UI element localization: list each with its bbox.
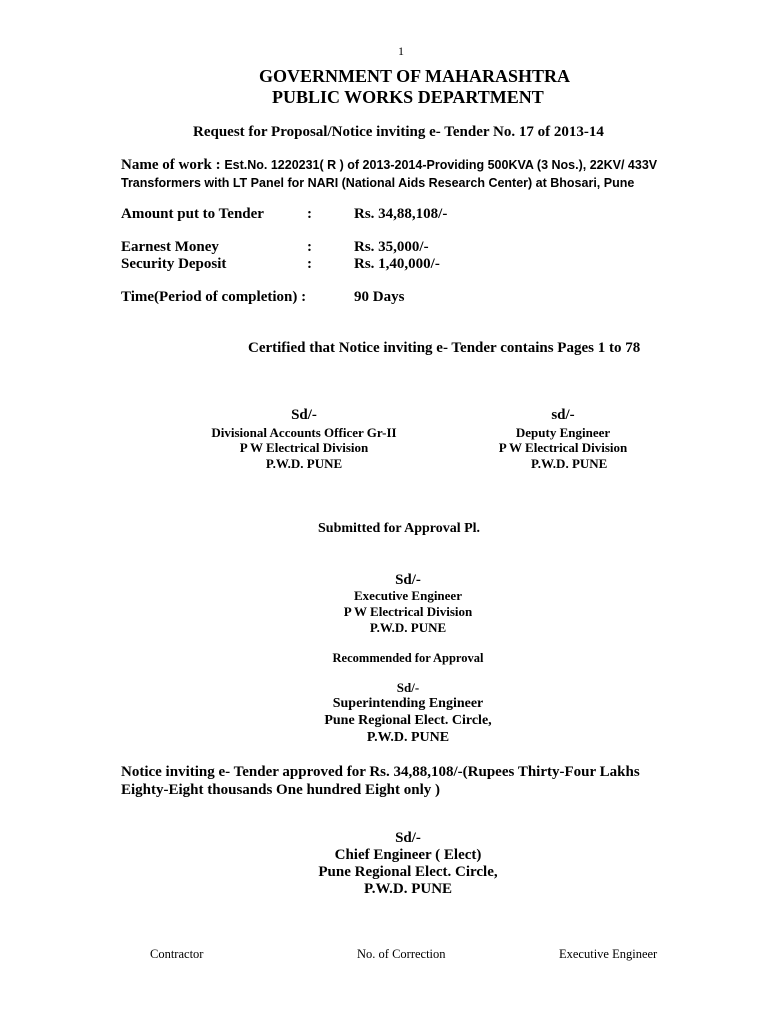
left-signatory-division: P W Electrical Division bbox=[239, 440, 369, 455]
certified-statement: Certified that Notice inviting e- Tender contains Pages 1 to 78 bbox=[248, 340, 641, 356]
right-signatory-division: P W Electrical Division bbox=[498, 440, 628, 455]
detail-value-security: Rs. 1,40,000/- bbox=[354, 256, 440, 272]
detail-value-amount: Rs. 34,88,108/- bbox=[354, 206, 448, 222]
footer-correction: No. of Correction bbox=[357, 947, 446, 961]
ee-sd: Sd/- bbox=[395, 572, 421, 588]
right-signatory-title: Deputy Engineer bbox=[515, 425, 611, 440]
detail-value-time: 90 Days bbox=[354, 289, 405, 305]
ce-title: Chief Engineer ( Elect) bbox=[334, 847, 482, 863]
se-title: Superintending Engineer bbox=[332, 696, 484, 711]
name-of-work-label: Name of work : bbox=[121, 157, 225, 173]
approval-notice-line1: Notice inviting e- Tender approved for Rs. 34,88,108/-(Rupees Thirty-Four Lakhs bbox=[121, 764, 640, 780]
header-department: PUBLIC WORKS DEPARTMENT bbox=[272, 87, 544, 107]
name-of-work-line1: Est.No. 1220231( R ) of 2013-2014-Providing 500KVA (3 Nos.), 22KV/ 433V bbox=[224, 158, 658, 172]
detail-label-amount: Amount put to Tender bbox=[121, 206, 264, 222]
se-office: P.W.D. PUNE bbox=[366, 730, 450, 745]
detail-sep-earnest: : bbox=[307, 239, 312, 255]
se-circle: Pune Regional Elect. Circle, bbox=[324, 713, 492, 728]
approval-notice-line2: Eighty-Eight thousands One hundred Eight only ) bbox=[121, 782, 440, 798]
page-number: 1 bbox=[398, 44, 404, 58]
right-signatory-office: P.W.D. PUNE bbox=[531, 456, 608, 471]
name-of-work-line2: Transformers with LT Panel for NARI (National Aids Research Center) at Bhosari, Pune bbox=[121, 176, 635, 190]
right-signatory-sd: sd/- bbox=[551, 407, 575, 423]
recommended-statement: Recommended for Approval bbox=[332, 651, 484, 665]
header-government: GOVERNMENT OF MAHARASHTRA bbox=[259, 66, 571, 86]
left-signatory-sd: Sd/- bbox=[291, 407, 317, 423]
submitted-statement: Submitted for Approval Pl. bbox=[318, 521, 481, 536]
detail-label-earnest: Earnest Money bbox=[121, 239, 219, 255]
detail-sep-amount: : bbox=[307, 206, 312, 222]
ee-title: Executive Engineer bbox=[354, 588, 462, 603]
name-of-work bbox=[121, 157, 657, 174]
ce-office: P.W.D. PUNE bbox=[363, 881, 453, 897]
detail-value-earnest: Rs. 35,000/- bbox=[354, 239, 429, 255]
se-sd: Sd/- bbox=[396, 680, 420, 695]
ce-sd: Sd/- bbox=[395, 830, 421, 846]
ee-office: P.W.D. PUNE bbox=[369, 620, 447, 635]
footer-executive-engineer: Executive Engineer bbox=[559, 947, 658, 961]
detail-label-security: Security Deposit bbox=[121, 256, 227, 272]
footer-contractor: Contractor bbox=[150, 947, 204, 961]
detail-sep-security: : bbox=[307, 256, 312, 272]
ce-circle: Pune Regional Elect. Circle, bbox=[318, 864, 498, 880]
detail-label-time: Time(Period of completion) : bbox=[121, 289, 307, 305]
left-signatory-title: Divisional Accounts Officer Gr-II bbox=[211, 425, 397, 440]
ee-division: P W Electrical Division bbox=[343, 604, 473, 619]
request-title: Request for Proposal/Notice inviting e- Tender No. 17 of 2013-14 bbox=[193, 124, 604, 140]
left-signatory-office: P.W.D. PUNE bbox=[265, 456, 343, 471]
